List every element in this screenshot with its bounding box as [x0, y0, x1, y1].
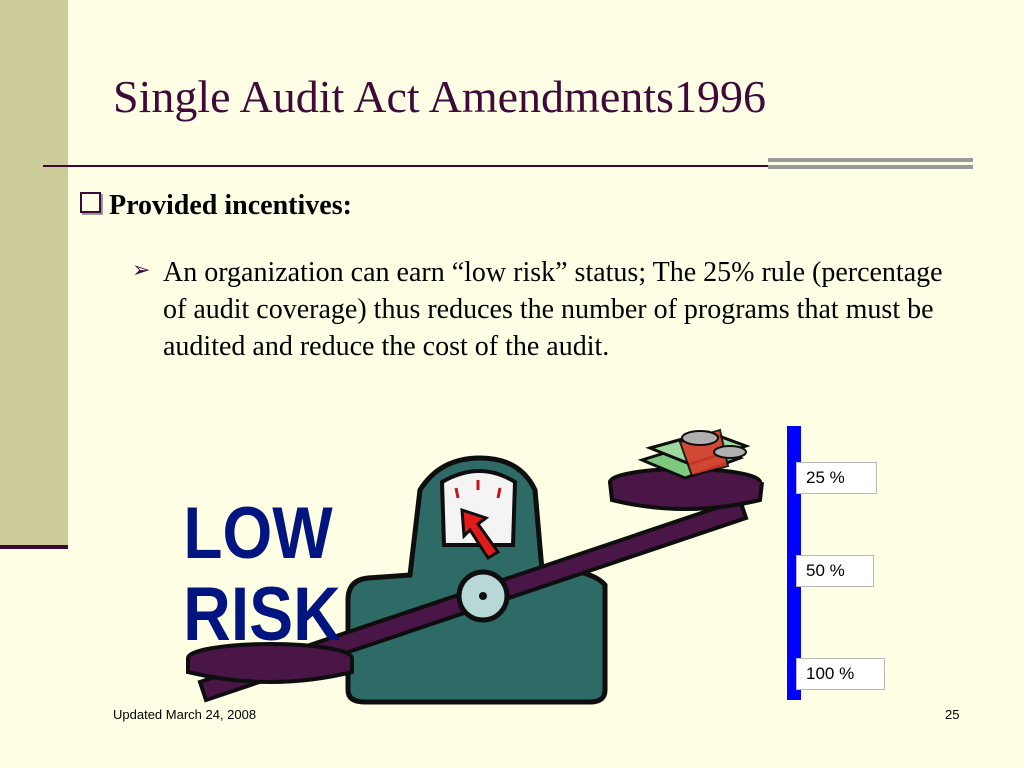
left-decorative-rule [0, 545, 68, 549]
scale-label-25: 25 % [796, 462, 877, 494]
bullet-level1-text: Provided incentives: [109, 190, 352, 221]
title-divider [43, 165, 811, 167]
left-decorative-band [0, 0, 68, 548]
title-accent-bar [768, 165, 973, 169]
title-accent-bars [768, 158, 973, 178]
checkbox-square-icon [80, 192, 101, 213]
bullet-level1 [80, 190, 352, 222]
scale-label-100: 100 % [796, 658, 885, 690]
page-number: 25 [945, 707, 960, 722]
scale-label-50: 50 % [796, 555, 874, 587]
low-risk-scale-clipart [180, 420, 780, 705]
risk-word: RISK [183, 572, 341, 658]
bullet-level2-text: An organization can earn “low risk” status; The 25% rule (percentage of audit coverage) thus reduces the number of programs that must be audited and reduce the cost of the audit. [163, 257, 943, 362]
title-accent-bar [768, 158, 973, 162]
arrowhead-icon: ➢ [132, 258, 151, 283]
footer-date: Updated March 24, 2008 [113, 707, 257, 722]
low-word: LOW [183, 491, 333, 575]
slide-title: Single Audit Act Amendments1996 [113, 71, 766, 122]
